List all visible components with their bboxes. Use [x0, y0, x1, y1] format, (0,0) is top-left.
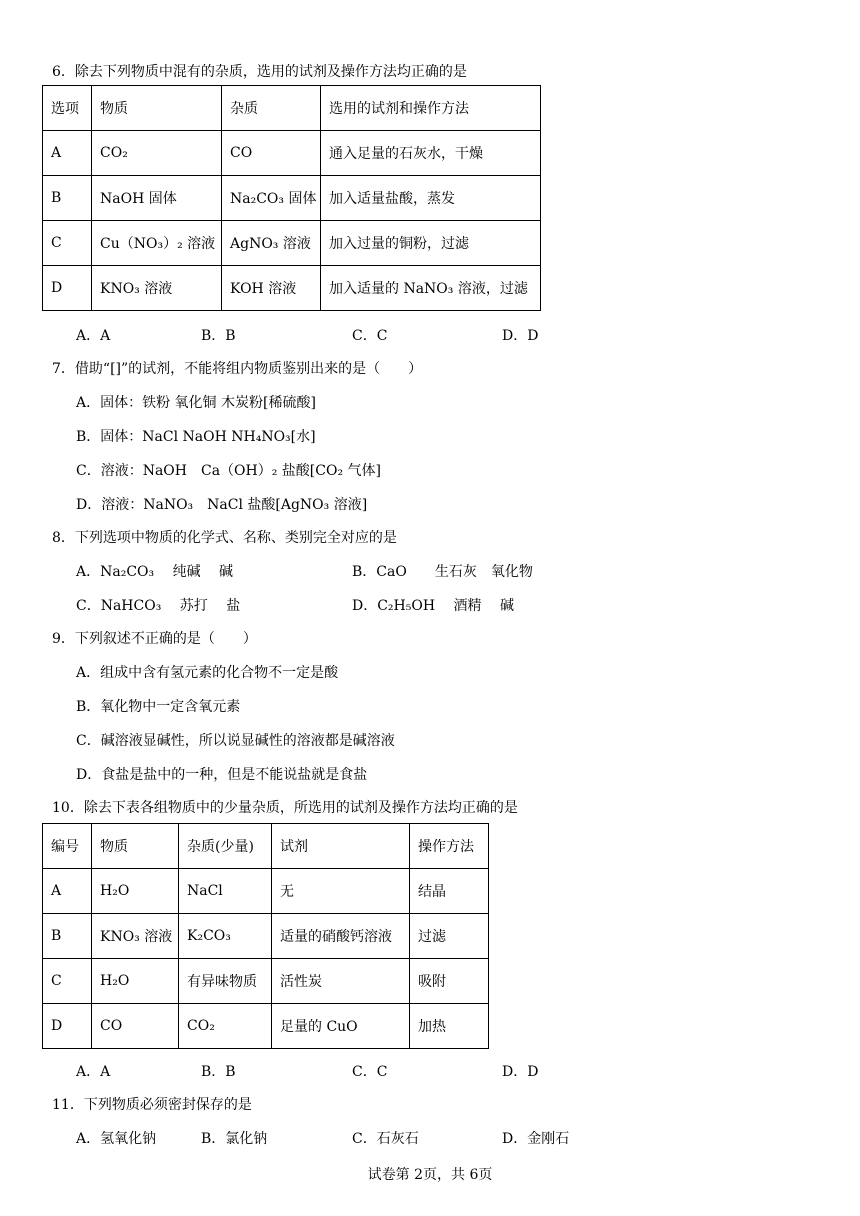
- cell: C: [43, 221, 92, 266]
- q8-stem: 8．下列选项中物质的化学式、名称、类别完全对应的是: [52, 530, 397, 546]
- cell: Cu（NO₃）₂ 溶液: [92, 221, 222, 266]
- q6-stem: 6．除去下列物质中混有的杂质，选用的试剂及操作方法均正确的是: [52, 64, 467, 80]
- table-row: [43, 176, 541, 221]
- q11-option-b: B．氯化钠: [201, 1131, 268, 1147]
- cell: C: [43, 959, 92, 1004]
- q9-option-a: A．组成中含有氢元素的化合物不一定是酸: [76, 665, 339, 681]
- header-cell: 杂质: [222, 86, 321, 131]
- cell: K₂CO₃: [179, 914, 272, 959]
- q10-table: [42, 823, 489, 1049]
- q7-option-a: A．固体：铁粉 氧化铜 木炭粉[稀硫酸]: [76, 395, 316, 411]
- cell: CO₂: [92, 131, 222, 176]
- cell: B: [43, 914, 92, 959]
- cell: B: [43, 176, 92, 221]
- q10-option-d: D．D: [502, 1064, 539, 1080]
- header-cell: 物质: [92, 86, 222, 131]
- header-cell: 杂质(少量): [179, 824, 272, 869]
- cell: KNO₃ 溶液: [92, 914, 179, 959]
- q6-option-b: B．B: [201, 328, 236, 344]
- q7-option-d: D．溶液：NaNO₃ NaCl 盐酸[AgNO₃ 溶液]: [76, 497, 368, 513]
- table-row: [43, 914, 489, 959]
- cell: CO: [92, 1004, 179, 1049]
- q7-stem: 7．借助“[]”的试剂，不能将组内物质鉴别出来的是（ ）: [52, 361, 423, 377]
- q8-option-c: C．NaHCO₃ 苏打 盐: [76, 598, 241, 614]
- cell: Na₂CO₃ 固体: [222, 176, 321, 221]
- q6-option-d: D．D: [502, 328, 539, 344]
- q9-option-d: D．食盐是盐中的一种，但是不能说盐就是食盐: [76, 767, 368, 783]
- cell: 适量的硝酸钙溶液: [272, 914, 410, 959]
- page-footer: 试卷第 2页，共 6页: [367, 1167, 493, 1183]
- q11-option-c: C．石灰石: [352, 1131, 419, 1147]
- header-cell: 操作方法: [410, 824, 489, 869]
- header-cell: 编号: [43, 824, 92, 869]
- cell: 结晶: [410, 869, 489, 914]
- q8-option-a: A．Na₂CO₃ 纯碱 碱: [76, 564, 234, 580]
- table-row: [43, 221, 541, 266]
- cell: 加入过量的铜粉，过滤: [321, 221, 541, 266]
- cell: H₂O: [92, 869, 179, 914]
- q10-stem: 10．除去下表各组物质中的少量杂质，所选用的试剂及操作方法均正确的是: [52, 800, 518, 816]
- q8-option-b: B．CaO 生石灰 氧化物: [352, 564, 533, 580]
- q11-stem: 11．下列物质必须密封保存的是: [52, 1097, 252, 1113]
- q7-option-b: B．固体：NaCl NaOH NH₄NO₃[水]: [76, 429, 316, 445]
- cell: 无: [272, 869, 410, 914]
- cell: 足量的 CuO: [272, 1004, 410, 1049]
- q11-option-d: D．金刚石: [502, 1131, 570, 1147]
- header-cell: 物质: [92, 824, 179, 869]
- cell: 有异味物质: [179, 959, 272, 1004]
- cell: CO: [222, 131, 321, 176]
- table-row: [43, 959, 489, 1004]
- cell: NaOH 固体: [92, 176, 222, 221]
- q9-option-b: B．氧化物中一定含氧元素: [76, 699, 241, 715]
- cell: AgNO₃ 溶液: [222, 221, 321, 266]
- table-header-row: [43, 824, 489, 869]
- cell: 过滤: [410, 914, 489, 959]
- q9-option-c: C．碱溶液显碱性，所以说显碱性的溶液都是碱溶液: [76, 733, 395, 749]
- table-row: [43, 869, 489, 914]
- cell: 加入适量的 NaNO₃ 溶液，过滤: [321, 266, 541, 311]
- cell: 吸附: [410, 959, 489, 1004]
- cell: A: [43, 869, 92, 914]
- q10-option-b: B．B: [201, 1064, 236, 1080]
- q6-option-a: A．A: [76, 328, 111, 344]
- table-row: [43, 1004, 489, 1049]
- q6-table: [42, 85, 541, 311]
- cell: D: [43, 266, 92, 311]
- q6-option-c: C．C: [352, 328, 388, 344]
- table-row: [43, 266, 541, 311]
- cell: 通入足量的石灰水，干燥: [321, 131, 541, 176]
- q7-option-c: C．溶液：NaOH Ca（OH）₂ 盐酸[CO₂ 气体]: [76, 463, 381, 479]
- header-cell: 选用的试剂和操作方法: [321, 86, 541, 131]
- cell: 加入适量盐酸，蒸发: [321, 176, 541, 221]
- q11-option-a: A．氢氧化钠: [76, 1131, 157, 1147]
- table-header-row: [43, 86, 541, 131]
- q8-option-d: D．C₂H₅OH 酒精 碱: [352, 598, 514, 614]
- cell: A: [43, 131, 92, 176]
- cell: D: [43, 1004, 92, 1049]
- table-row: [43, 131, 541, 176]
- cell: KOH 溶液: [222, 266, 321, 311]
- cell: KNO₃ 溶液: [92, 266, 222, 311]
- cell: CO₂: [179, 1004, 272, 1049]
- cell: NaCl: [179, 869, 272, 914]
- q9-stem: 9．下列叙述不正确的是（ ）: [52, 631, 257, 647]
- cell: 加热: [410, 1004, 489, 1049]
- q10-option-c: C．C: [352, 1064, 388, 1080]
- q10-option-a: A．A: [76, 1064, 111, 1080]
- header-cell: 试剂: [272, 824, 410, 869]
- header-cell: 选项: [43, 86, 92, 131]
- cell: H₂O: [92, 959, 179, 1004]
- cell: 活性炭: [272, 959, 410, 1004]
